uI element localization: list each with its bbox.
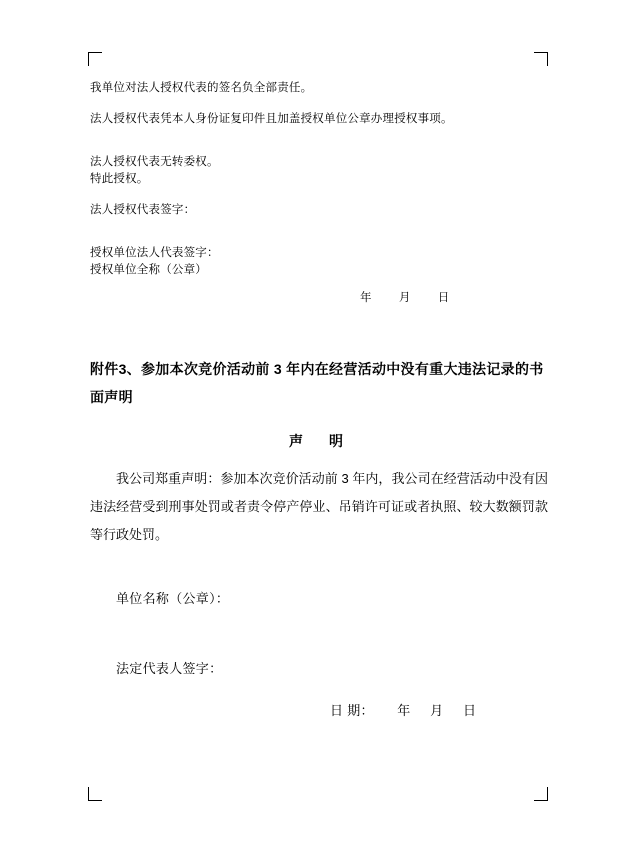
authorization-paragraph-4: 特此授权。 — [90, 173, 149, 185]
authorizing-unit-name-field: 授权单位全称（公章） — [90, 264, 207, 276]
declaration-date-field: 日 期： 年 月 日 — [330, 703, 477, 718]
crop-mark-top-left-icon — [88, 52, 102, 66]
authorization-paragraph-2: 法人授权代表凭本人身份证复印件且加盖授权单位公章办理授权事项。 — [90, 113, 453, 125]
declaration-body: 我公司郑重声明：参加本次竞价活动前 3 年内，我公司在经营活动中没有因违法经营受到刑事处罚或者责令停产停业、吊销许可证或者执照、较大数额罚款等行政处罚。 — [90, 471, 548, 542]
attachment-title: 附件3、参加本次竞价活动前 3 年内在经营活动中没有重大违法记录的书面声明 — [90, 361, 544, 405]
document-content — [90, 80, 548, 738]
crop-mark-top-right-icon — [534, 52, 548, 66]
legal-rep-signature-field: 授权单位法人代表签字： — [90, 247, 219, 259]
authorization-date-line: 年 月 日 — [360, 292, 450, 304]
authorization-paragraph-3: 法人授权代表无转委权。 — [90, 156, 219, 168]
authorized-rep-signature-field: 法人授权代表签字： — [90, 204, 196, 216]
crop-mark-bottom-left-icon — [88, 787, 102, 801]
company-name-seal-field: 单位名称（公章）： — [116, 591, 230, 606]
legal-representative-signature-field: 法定代表人签字： — [116, 661, 223, 676]
declaration-heading: 声 明 — [289, 433, 349, 449]
authorization-paragraph-1: 我单位对法人授权代表的签名负全部责任。 — [90, 82, 313, 94]
crop-mark-bottom-right-icon — [534, 787, 548, 801]
